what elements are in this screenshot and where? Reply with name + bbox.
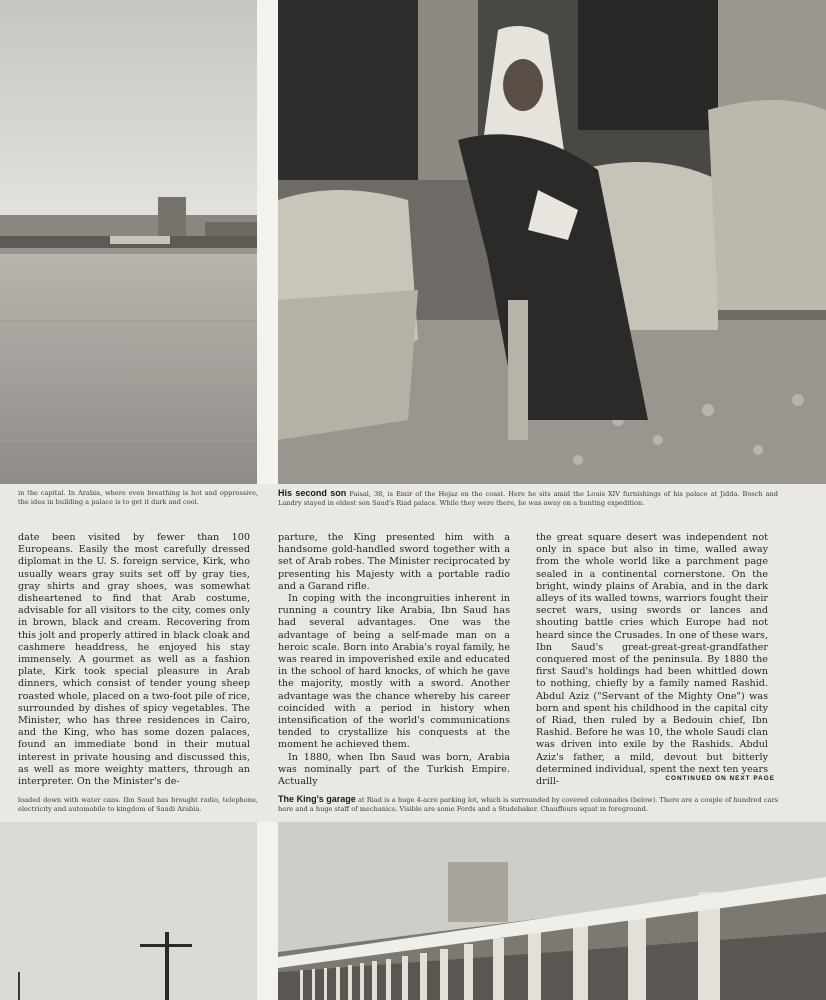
paragraph: the great square desert was independent not only in space but also in time, walled away from the whole world like a parchment page sealed in a continental cornerstone. On the bright, windy plains of Arabia, and in the dark alleys of its walled towns, warriors fought their secret wars, using swords or lances and shouting battle cries which Europe had not heard since the Crusades. In one of these wars, Ibn Saud's great-great-great-grandfather conquered most of the peninsula. By 1880 the first Saud's holdings had been whittled down to nothing, chiefly by a family named Rashid. Abdul Aziz ("Servant of the Mighty One") was born and spent his childhood in the capital city of Riad, then ruled by a Bedouin chief, Ibn Rashid. Before he was 10, the whole Saudi clan was driven into exile by the Rashids. Abdul Aziz's father, a mild, devout but bitterly determined individual, spent the next ten years drill- [536,532,768,788]
page-gutter-bottom [257,822,278,1000]
caption-garage [278,795,778,815]
caption-lead: His second son [278,488,347,498]
article-column-3 [536,532,768,788]
caption-desert-fort [18,489,258,508]
caption-faisal [278,489,778,509]
photo-faisal-seated [278,0,826,484]
continued-label: CONTINUED ON NEXT PAGE [665,775,775,782]
paragraph: date been visited by fewer than 100 Europeans. Easily the most carefully dressed diplomat in the U. S. foreign service, Kirk, who usually wears gray suits set off by gray ties, gray shirts and gray shoes, was somewhat disheartened to find that Arab costume, advisable for all visitors to the city, comes only in brown, black and cream. Recovering from this jolt and properly attired in black cloak and cashmere headdress, he enjoyed his stay immensely. A gourmet as well as a fashion plate, Kirk took special pleasure in Arab dinners, which consist of tender young sheep roasted whole, placed on a two-foot pile of rice, surrounded by dishes of spicy vegetables. The Minister, who has three residences in Cairo, and the King, who has some dozen palaces, found an immediate bond in their mutual interest in private housing and discussed this, as well as more weighty matters, through an interpreter. On the Minister's de- [18,532,250,788]
photo-desert-fort [0,0,257,484]
photo-garage-colonnade [278,822,826,1000]
caption-text: in the capital. In Arabia, where even breathing is hot and oppressive, the idea in building a palace is to get it dark and cool. [18,489,258,507]
caption-trucks [18,796,258,815]
paragraph: parture, the King presented him with a handsome gold-handled sword together with a set of Arab robes. The Minister reciprocated by presenting his Majesty with a portable radio and a Garand rifle. [278,532,510,592]
caption-text: at Riad is a huge 4-acre parking lot, which is surrounded by covered colonnades (below). There are a couple of hundred cars here and a huge staff of mechanics. Visible are some Fords and a Studebaker. Chauffeurs squat in foreground. [278,796,778,814]
article-column-1 [18,532,250,788]
paragraph: In 1880, when Ibn Saud was born, Arabia was nominally part of the Turkish Empire. Actually [278,751,510,788]
caption-text: Faisal, 38, is Emir of the Hejaz on the coast. Here he sits amid the Louis XIV furnishings of his palace at Jidda. Bosch and Landry stayed in eldest son Saud's Riad palace. While they were there, he was away on a hunting expedition. [278,490,779,508]
page-gutter-top [257,0,278,484]
article-column-2 [278,532,510,788]
photo-telegraph-pole [0,822,257,1000]
paragraph: In coping with the incongruities inherent in running a country like Arabia, Ibn Saud has had several advantages. One was the advantage of being a self-made man on a heroic scale. Born into Arabia's royal family, he was reared in impoverished exile and educated in the school of hard knocks, of which he gave the majority, mostly with a sword. Another advantage was the chance whereby his career coincided with a period in history when intensification of the world's communications tended to crystallize his conquests at the moment he achieved them. [278,593,510,751]
caption-text: loaded down with water cans. Ibn Saud has brought radio, telephone, electricity and automobile to kingdom of Saudi Arabia. [18,796,258,814]
caption-lead: The King's garage [278,794,356,804]
